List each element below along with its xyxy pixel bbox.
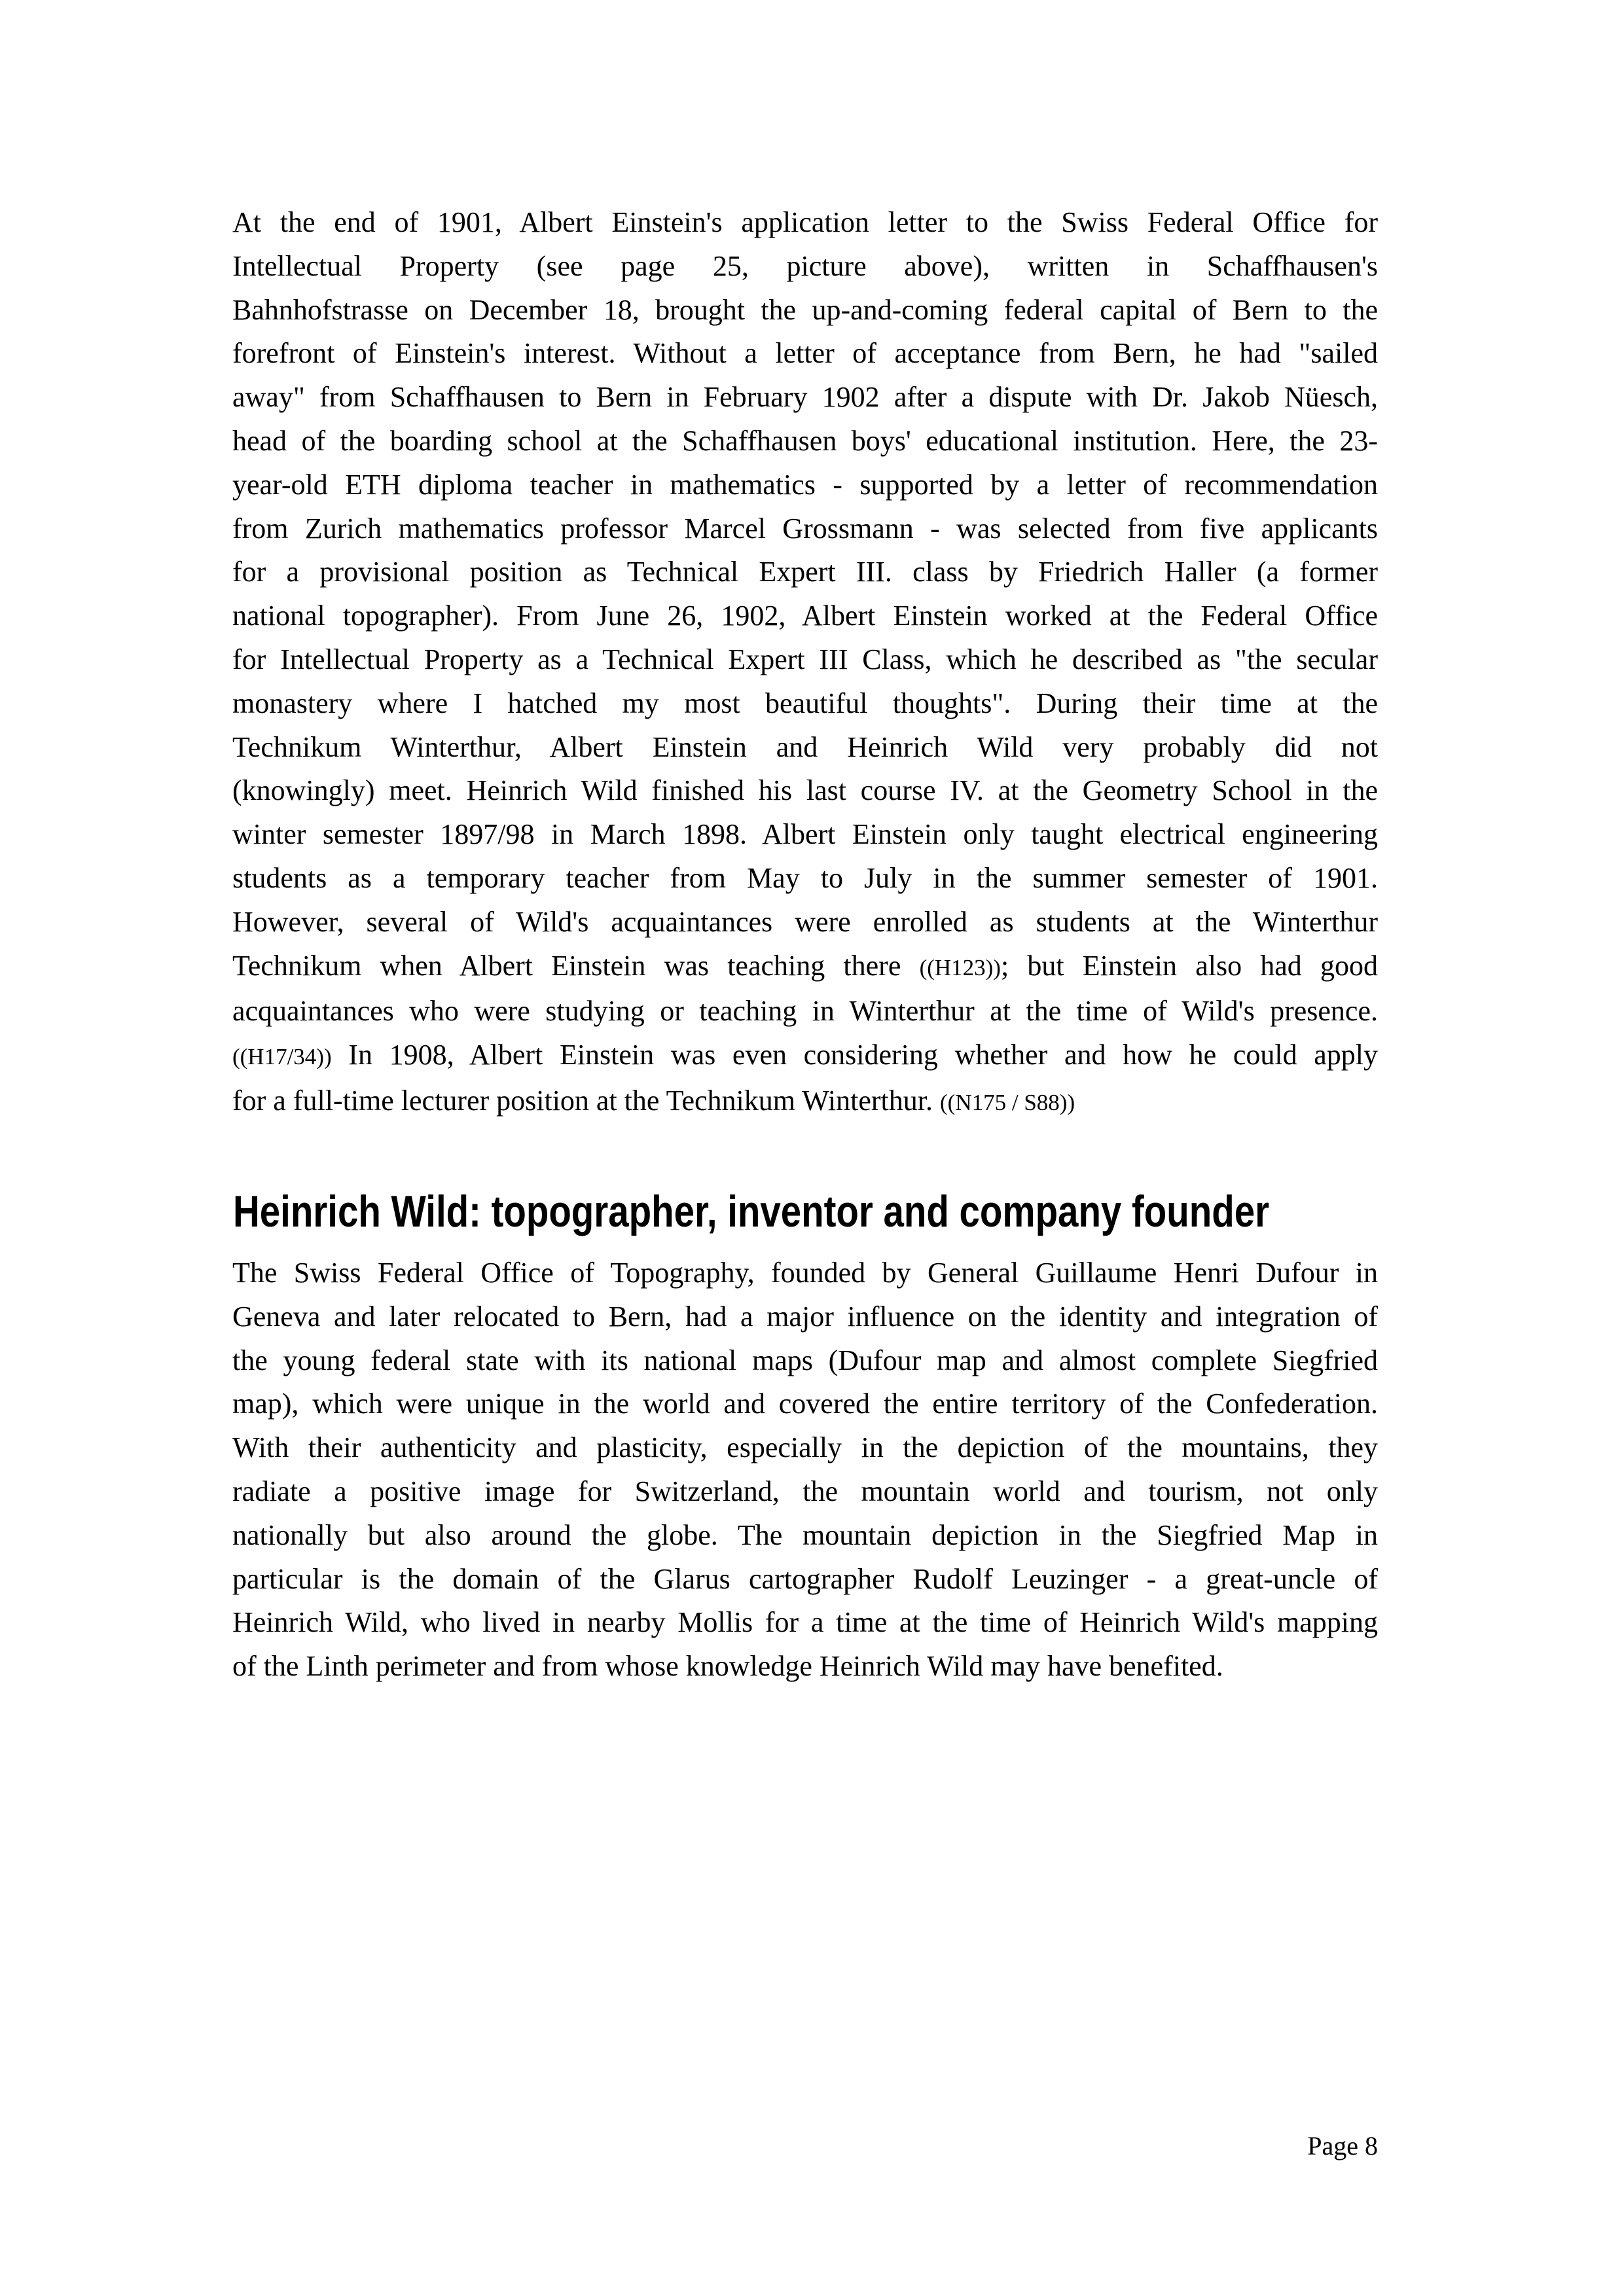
text-line: for a full-time lecturer position at the Technikum Winterthur. ((N175 / S88)) <box>232 1084 1075 1117</box>
text-line: With their authenticity and plasticity, especially in the depiction of the mountains, they <box>232 1431 1378 1464</box>
section-heading: Heinrich Wild: topographer, inventor and company founder <box>233 1187 1270 1236</box>
text-line: away" from Schaffhausen to Bern in February 1902 after a dispute with Dr. Jakob Nüesch, <box>232 381 1378 414</box>
text-line: Heinrich Wild, who lived in nearby Mollis for a time at the time of Heinrich Wild's mapping <box>232 1606 1378 1639</box>
text-line: The Swiss Federal Office of Topography, founded by General Guillaume Henri Dufour in <box>232 1257 1378 1289</box>
citation-reference: ((N175 / S88)) <box>940 1089 1075 1115</box>
text-line: particular is the domain of the Glarus cartographer Rudolf Leuzinger - a great-uncle of <box>232 1562 1378 1595</box>
citation-reference: ((H17/34)) <box>232 1044 332 1070</box>
text-line: radiate a positive image for Switzerland, the mountain world and tourism, not only <box>232 1475 1378 1507</box>
text-line: nationally but also around the globe. The mountain depiction in the Siegfried Map in <box>232 1518 1378 1551</box>
text-line: Geneva and later relocated to Bern, had a major influence on the identity and integration of <box>232 1300 1378 1333</box>
text-line: (knowingly) meet. Heinrich Wild finished his last course IV. at the Geometry School in the <box>232 774 1378 807</box>
text-line: monastery where I hatched my most beautiful thoughts". During their time at the <box>232 687 1378 719</box>
text-line: acquaintances who were studying or teaching in Winterthur at the time of Wild's presence. <box>232 995 1378 1028</box>
text-line: from Zurich mathematics professor Marcel Grossmann - was selected from five applicants <box>232 512 1378 545</box>
text-line: for Intellectual Property as a Technical Expert III Class, which he described as "the secular <box>232 643 1378 675</box>
text-line: forefront of Einstein's interest. Without a letter of acceptance from Bern, he had "sailed <box>232 337 1378 370</box>
text-line: map), which were unique in the world and covered the entire territory of the Confederation. <box>232 1388 1378 1420</box>
text-line: of the Linth perimeter and from whose knowledge Heinrich Wild may have benefited. <box>232 1650 1223 1683</box>
text-line: national topographer). From June 26, 1902, Albert Einstein worked at the Federal Office <box>232 600 1378 632</box>
text-line: for a provisional position as Technical Expert III. class by Friedrich Haller (a former <box>232 556 1378 588</box>
citation-reference: ((H123)) <box>919 954 1001 980</box>
text-line: winter semester 1897/98 in March 1898. Albert Einstein only taught electrical engineering <box>232 818 1378 851</box>
paragraph-einstein-patent-office <box>232 201 1378 1125</box>
text-line: ((H17/34)) In 1908, Albert Einstein was even considering whether and how he could apply <box>232 1039 1378 1071</box>
text-line: the young federal state with its national maps (Dufour map and almost complete Siegfried <box>232 1344 1378 1376</box>
text-line: year-old ETH diploma teacher in mathematics - supported by a letter of recommendation <box>232 468 1378 501</box>
text-line: At the end of 1901, Albert Einstein's application letter to the Swiss Federal Office for <box>232 206 1378 238</box>
text-line: Technikum Winterthur, Albert Einstein and Heinrich Wild very probably did not <box>232 730 1378 763</box>
text-line: Intellectual Property (see page 25, picture above), written in Schaffhausen's <box>232 249 1378 282</box>
text-line: head of the boarding school at the Schaffhausen boys' educational institution. Here, the 23- <box>232 424 1378 457</box>
text-line: Technikum when Albert Einstein was teaching there ((H123)); but Einstein also had good <box>232 949 1378 982</box>
paragraph-topography-office <box>232 1251 1378 1689</box>
text-line: students as a temporary teacher from May to July in the summer semester of 1901. <box>232 861 1378 894</box>
page-number: Page 8 <box>1307 2131 1378 2161</box>
text-line: Bahnhofstrasse on December 18, brought the up-and-coming federal capital of Bern to the <box>232 293 1378 326</box>
text-line: However, several of Wild's acquaintances were enrolled as students at the Winterthur <box>232 905 1378 938</box>
